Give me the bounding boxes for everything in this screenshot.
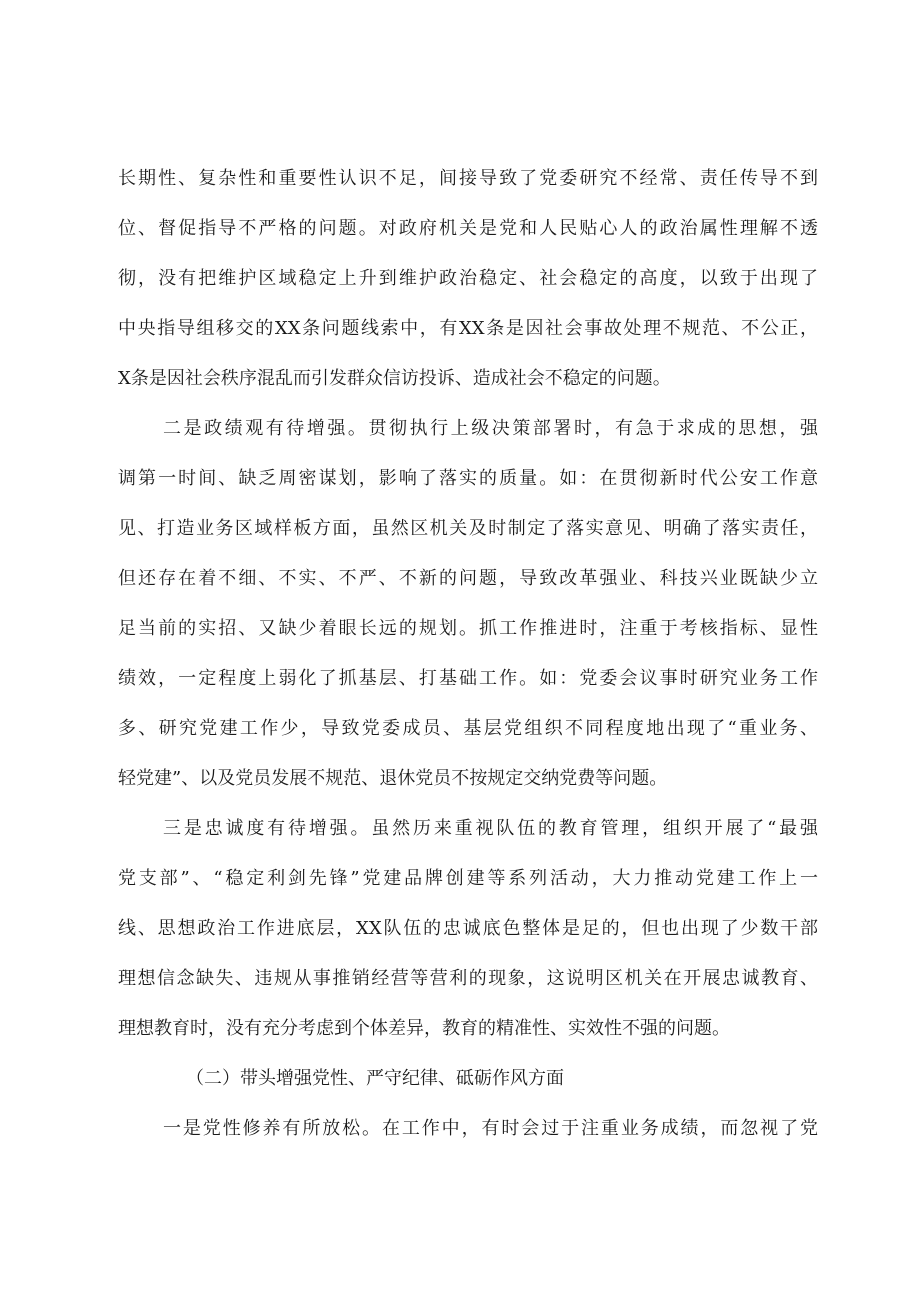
section-heading: （二）带头增强党性、严守纪律、砥砺作风方面 (186, 1068, 564, 1089)
body-text-line: 足当前的实招、又缺少着眼长远的规划。抓工作推进时，注重于考核指标、显性 (118, 618, 818, 639)
body-text-line: 中央指导组移交的XX条问题线索中，有XX条是因社会事故处理不规范、不公正， (118, 318, 818, 339)
body-text-line: 党支部”、“稳定利剑先锋”党建品牌创建等系列活动，大力推动党建工作上一 (118, 868, 818, 889)
body-text-line: 见、打造业务区域样板方面，虽然区机关及时制定了落实意见、明确了落实责任， (118, 518, 818, 539)
body-text-line: 但还存在着不细、不实、不严、不新的问题，导致改革强业、科技兴业既缺少立 (118, 568, 818, 589)
body-text-line: 理想教育时，没有充分考虑到个体差异，教育的精准性、实效性不强的问题。 (118, 1018, 730, 1039)
paragraph-first-line: 一是党性修养有所放松。在工作中，有时会过于注重业务成绩，而忽视了党 (163, 1118, 818, 1139)
paragraph-first-line: 二是政绩观有待增强。贯彻执行上级决策部署时，有急于求成的思想，强 (163, 418, 818, 439)
body-text-line: 调第一时间、缺乏周密谋划，影响了落实的质量。如：在贯彻新时代公安工作意 (118, 468, 818, 489)
body-text-line: 彻，没有把维护区域稳定上升到维护政治稳定、社会稳定的高度，以致于出现了 (118, 268, 818, 289)
body-text-line: 绩效，一定程度上弱化了抓基层、打基础工作。如：党委会议事时研究业务工作 (118, 668, 818, 689)
body-text-line: 位、督促指导不严格的问题。对政府机关是党和人民贴心人的政治属性理解不透 (118, 218, 818, 239)
body-text-line: 轻党建”、以及党员发展不规范、退休党员不按规定交纳党费等问题。 (118, 768, 668, 789)
body-text-line: 多、研究党建工作少，导致党委成员、基层党组织不同程度地出现了“重业务、 (118, 718, 818, 739)
body-text-line: 理想信念缺失、违规从事推销经营等营利的现象，这说明区机关在开展忠诚教育、 (118, 968, 818, 989)
body-text-line: X条是因社会秩序混乱而引发群众信访投诉、造成社会不稳定的问题。 (118, 368, 671, 389)
paragraph-first-line: 三是忠诚度有待增强。虽然历来重视队伍的教育管理，组织开展了“最强 (163, 818, 818, 839)
body-text-line: 线、思想政治工作进底层，XX队伍的忠诚底色整体是足的，但也出现了少数干部 (118, 918, 818, 939)
body-text-line: 长期性、复杂性和重要性认识不足，间接导致了党委研究不经常、责任传导不到 (118, 168, 818, 189)
